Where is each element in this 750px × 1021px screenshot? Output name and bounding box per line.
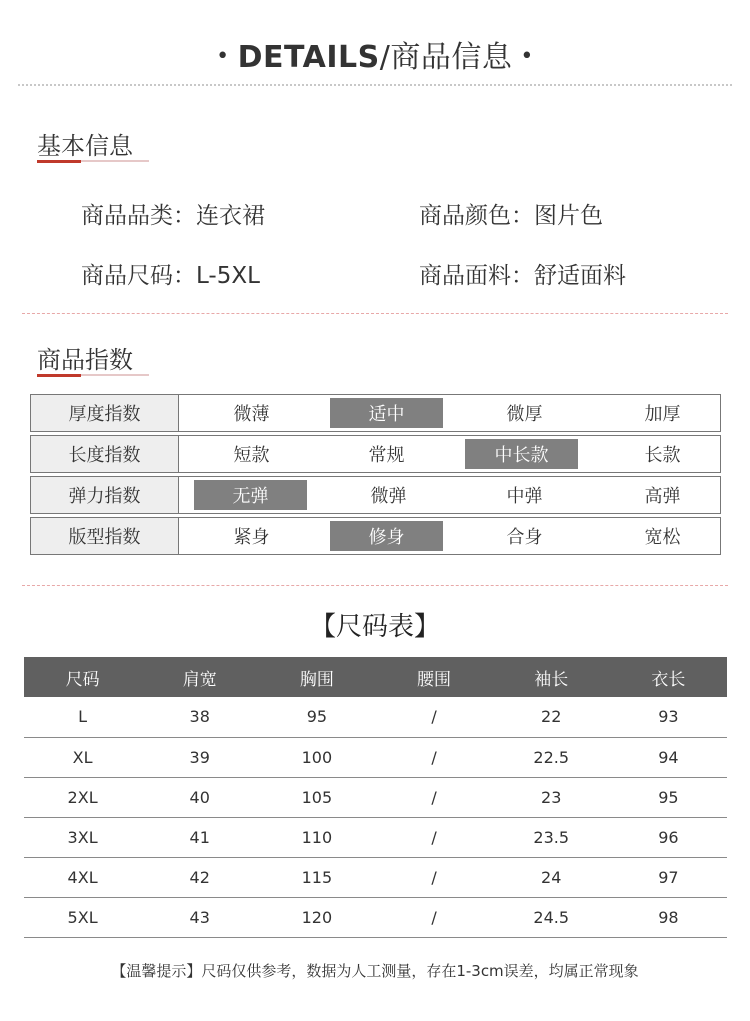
index-options bbox=[179, 436, 720, 472]
table-cell: 43 bbox=[141, 897, 258, 937]
index-option: 微厚 bbox=[506, 404, 543, 425]
table-row bbox=[24, 777, 727, 817]
info-size: 商品尺码：L-5XL bbox=[81, 263, 260, 289]
info-label: 商品品类 bbox=[81, 203, 173, 229]
product-index-underline bbox=[37, 374, 149, 376]
col-header: 尺码 bbox=[24, 657, 141, 697]
title-en: DETAILS bbox=[237, 40, 380, 75]
underline-accent bbox=[37, 160, 81, 163]
table-cell: 2XL bbox=[24, 777, 141, 817]
info-label: 商品颜色 bbox=[419, 203, 511, 229]
index-option: 长款 bbox=[644, 445, 681, 466]
index-row-label: 厚度指数 bbox=[31, 395, 179, 431]
table-cell: 97 bbox=[610, 857, 727, 897]
col-header: 肩宽 bbox=[141, 657, 258, 697]
table-cell: / bbox=[375, 857, 492, 897]
product-index-heading: 商品指数 bbox=[37, 346, 133, 374]
index-option: 合身 bbox=[506, 527, 543, 548]
table-row bbox=[24, 737, 727, 777]
table-cell: 98 bbox=[610, 897, 727, 937]
index-option: 短款 bbox=[233, 445, 270, 466]
index-option: 微薄 bbox=[233, 404, 270, 425]
size-table-header bbox=[24, 657, 727, 697]
section-divider bbox=[22, 585, 728, 586]
info-label: 商品面料 bbox=[419, 263, 511, 289]
index-row-fit bbox=[30, 517, 721, 555]
table-cell: 41 bbox=[141, 817, 258, 857]
col-header: 腰围 bbox=[375, 657, 492, 697]
bullet-left: • bbox=[216, 44, 230, 69]
index-option-selected: 适中 bbox=[330, 398, 443, 428]
table-cell: 22.5 bbox=[493, 737, 610, 777]
section-divider bbox=[22, 313, 728, 314]
table-cell: 93 bbox=[610, 697, 727, 737]
index-option: 宽松 bbox=[644, 527, 681, 548]
index-row-thickness bbox=[30, 394, 721, 432]
index-options bbox=[179, 395, 720, 431]
index-option-selected: 中长款 bbox=[465, 439, 578, 469]
table-cell: 115 bbox=[258, 857, 375, 897]
bullet-right: • bbox=[520, 44, 534, 69]
index-option: 高弹 bbox=[644, 486, 681, 507]
table-row bbox=[24, 857, 727, 897]
table-cell: 40 bbox=[141, 777, 258, 817]
table-cell: 5XL bbox=[24, 897, 141, 937]
table-cell: / bbox=[375, 817, 492, 857]
table-cell: 24 bbox=[493, 857, 610, 897]
table-cell: 24.5 bbox=[493, 897, 610, 937]
info-fabric: 商品面料：舒适面料 bbox=[419, 263, 626, 289]
size-chart-title: 【尺码表】 bbox=[309, 612, 440, 642]
index-option-selected: 无弹 bbox=[194, 480, 307, 510]
header-divider bbox=[18, 84, 732, 86]
table-cell: 105 bbox=[258, 777, 375, 817]
index-row-label: 版型指数 bbox=[31, 518, 179, 554]
table-cell: 38 bbox=[141, 697, 258, 737]
index-row-length bbox=[30, 435, 721, 473]
table-cell: 100 bbox=[258, 737, 375, 777]
table-cell: 94 bbox=[610, 737, 727, 777]
size-table bbox=[24, 657, 727, 938]
table-cell: 120 bbox=[258, 897, 375, 937]
title-sep: / bbox=[379, 40, 391, 75]
index-option: 微弹 bbox=[370, 486, 407, 507]
col-header: 衣长 bbox=[610, 657, 727, 697]
col-header: 胸围 bbox=[258, 657, 375, 697]
index-row-label: 长度指数 bbox=[31, 436, 179, 472]
index-row-label: 弹力指数 bbox=[31, 477, 179, 513]
basic-info-heading: 基本信息 bbox=[37, 132, 133, 160]
basic-info-underline bbox=[37, 160, 149, 162]
table-cell: 23.5 bbox=[493, 817, 610, 857]
table-row bbox=[24, 897, 727, 937]
index-option-selected: 修身 bbox=[330, 521, 443, 551]
table-cell: 22 bbox=[493, 697, 610, 737]
index-option: 常规 bbox=[368, 445, 405, 466]
info-value: 图片色 bbox=[534, 203, 603, 229]
title-cn: 商品信息 bbox=[390, 40, 513, 75]
table-cell: XL bbox=[24, 737, 141, 777]
table-cell: 96 bbox=[610, 817, 727, 857]
table-cell: / bbox=[375, 897, 492, 937]
info-value: L-5XL bbox=[196, 263, 260, 289]
table-cell: / bbox=[375, 737, 492, 777]
info-value: 舒适面料 bbox=[534, 263, 626, 289]
underline-accent bbox=[37, 374, 81, 377]
table-cell: / bbox=[375, 777, 492, 817]
table-cell: 3XL bbox=[24, 817, 141, 857]
table-cell: 110 bbox=[258, 817, 375, 857]
index-options bbox=[179, 518, 720, 554]
table-cell: 39 bbox=[141, 737, 258, 777]
page-title bbox=[0, 32, 750, 76]
index-options bbox=[179, 477, 720, 513]
info-color: 商品颜色：图片色 bbox=[419, 203, 603, 229]
table-row bbox=[24, 817, 727, 857]
table-cell: 95 bbox=[610, 777, 727, 817]
index-row-elasticity bbox=[30, 476, 721, 514]
info-value: 连衣裙 bbox=[196, 203, 265, 229]
table-row bbox=[24, 697, 727, 737]
info-category: 商品品类：连衣裙 bbox=[81, 203, 265, 229]
table-cell: 4XL bbox=[24, 857, 141, 897]
info-label: 商品尺码 bbox=[81, 263, 173, 289]
table-cell: / bbox=[375, 697, 492, 737]
col-header: 袖长 bbox=[493, 657, 610, 697]
index-option: 中弹 bbox=[506, 486, 543, 507]
table-cell: 42 bbox=[141, 857, 258, 897]
table-cell: L bbox=[24, 697, 141, 737]
index-option: 紧身 bbox=[233, 527, 270, 548]
size-tip: 【温馨提示】尺码仅供参考，数据为人工测量，存在1-3cm误差，均属正常现象 bbox=[111, 962, 639, 980]
table-cell: 95 bbox=[258, 697, 375, 737]
index-option: 加厚 bbox=[644, 404, 681, 425]
table-cell: 23 bbox=[493, 777, 610, 817]
